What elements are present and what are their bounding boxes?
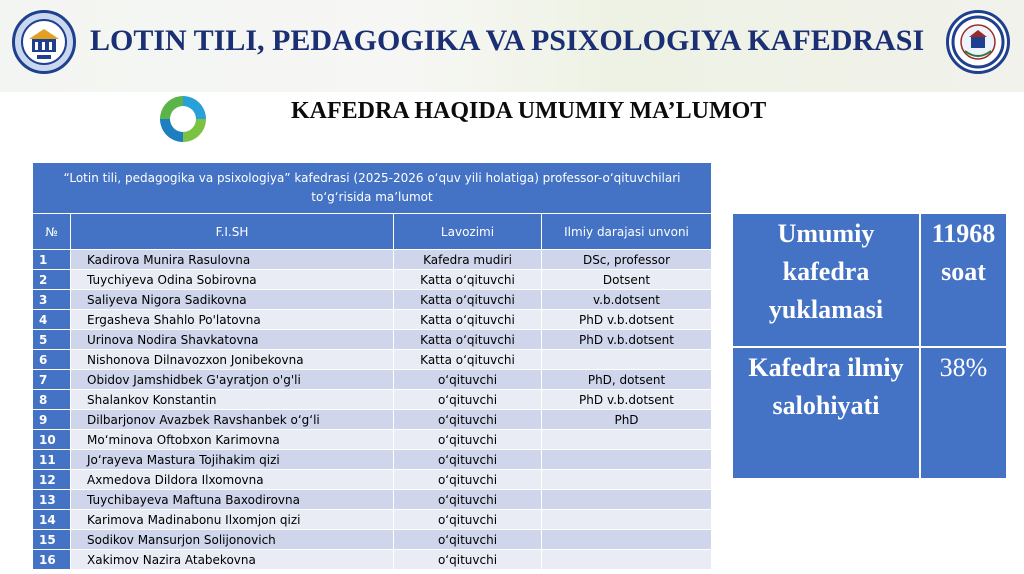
row-number: 13 xyxy=(33,490,71,510)
university-emblem-icon xyxy=(12,10,76,74)
row-name: Obidov Jamshidbek G'ayratjon o'g'li xyxy=(71,370,394,390)
table-row xyxy=(33,450,712,470)
column-header-position: Lavozimi xyxy=(394,214,542,250)
table-row xyxy=(33,410,712,430)
row-degree xyxy=(542,530,712,550)
row-degree: PhD, dotsent xyxy=(542,370,712,390)
row-number: 4 xyxy=(33,310,71,330)
institute-seal-icon xyxy=(946,10,1010,74)
page-title: LOTIN TILI, PEDAGOGIKA VA PSIXOLOGIYA KAFEDRASI xyxy=(90,24,925,57)
row-degree: v.b.dotsent xyxy=(542,290,712,310)
staff-table xyxy=(32,162,712,570)
row-position: oʻqituvchi xyxy=(394,470,542,490)
row-position: Katta oʻqituvchi xyxy=(394,330,542,350)
row-degree: PhD xyxy=(542,410,712,430)
row-number: 10 xyxy=(33,430,71,450)
row-degree xyxy=(542,510,712,530)
row-degree xyxy=(542,550,712,570)
row-name: Axmedova Dildora Ilxomovna xyxy=(71,470,394,490)
row-number: 9 xyxy=(33,410,71,430)
row-position: oʻqituvchi xyxy=(394,550,542,570)
cycle-arrows-icon xyxy=(156,92,210,146)
scientific-potential-value: 38% xyxy=(920,347,1007,479)
table-caption: “Lotin tili, pedagogika va psixologiya” kafedrasi (2025-2026 oʻquv yili holatiga) professor-oʻqituvchilari toʻgʻrisida maʼlumot xyxy=(33,163,712,214)
row-position: oʻqituvchi xyxy=(394,510,542,530)
row-number: 6 xyxy=(33,350,71,370)
column-header-name: F.I.SH xyxy=(71,214,394,250)
row-degree: PhD v.b.dotsent xyxy=(542,390,712,410)
row-number: 2 xyxy=(33,270,71,290)
row-degree: PhD v.b.dotsent xyxy=(542,330,712,350)
row-number: 15 xyxy=(33,530,71,550)
row-number: 12 xyxy=(33,470,71,490)
table-row xyxy=(33,370,712,390)
row-degree xyxy=(542,430,712,450)
row-position: Katta oʻqituvchi xyxy=(394,270,542,290)
row-name: Tuychiyeva Odina Sobirovna xyxy=(71,270,394,290)
row-name: Moʻminova Oftobxon Karimovna xyxy=(71,430,394,450)
table-row xyxy=(33,270,712,290)
table-header-row xyxy=(33,214,712,250)
row-number: 3 xyxy=(33,290,71,310)
row-name: Joʻrayeva Mastura Tojihakim qizi xyxy=(71,450,394,470)
row-name: Ergasheva Shahlo Po'latovna xyxy=(71,310,394,330)
table-row xyxy=(33,390,712,410)
table-row xyxy=(33,330,712,350)
scientific-potential-label: Kafedra ilmiy salohiyati xyxy=(732,347,920,479)
row-position: Katta oʻqituvchi xyxy=(394,350,542,370)
row-position: oʻqituvchi xyxy=(394,430,542,450)
row-degree: DSc, professor xyxy=(542,250,712,270)
row-position: oʻqituvchi xyxy=(394,390,542,410)
row-degree xyxy=(542,350,712,370)
table-row xyxy=(33,550,712,570)
row-position: Katta oʻqituvchi xyxy=(394,310,542,330)
row-name: Karimova Madinabonu Ilxomjon qizi xyxy=(71,510,394,530)
column-header-number: № xyxy=(33,214,71,250)
column-header-degree: Ilmiy darajasi unvoni xyxy=(542,214,712,250)
row-number: 16 xyxy=(33,550,71,570)
table-row xyxy=(33,350,712,370)
table-row xyxy=(33,290,712,310)
row-degree: Dotsent xyxy=(542,270,712,290)
row-number: 8 xyxy=(33,390,71,410)
table-row xyxy=(33,490,712,510)
row-name: Dilbarjonov Avazbek Ravshanbek oʻgʻli xyxy=(71,410,394,430)
row-degree xyxy=(542,450,712,470)
row-name: Saliyeva Nigora Sadikovna xyxy=(71,290,394,310)
section-subtitle: KAFEDRA HAQIDA UMUMIY MA’LUMOT xyxy=(291,98,767,124)
row-position: Kafedra mudiri xyxy=(394,250,542,270)
row-position: oʻqituvchi xyxy=(394,490,542,510)
row-position: Katta oʻqituvchi xyxy=(394,290,542,310)
table-row xyxy=(33,530,712,550)
row-name: Nishonova Dilnavozxon Jonibekovna xyxy=(71,350,394,370)
summary-table xyxy=(731,212,1008,480)
row-position: oʻqituvchi xyxy=(394,530,542,550)
row-name: Sodikov Mansurjon Solijonovich xyxy=(71,530,394,550)
row-number: 1 xyxy=(33,250,71,270)
row-number: 11 xyxy=(33,450,71,470)
row-position: oʻqituvchi xyxy=(394,410,542,430)
row-name: Xakimov Nazira Atabekovna xyxy=(71,550,394,570)
total-load-label: Umumiy kafedra yuklamasi xyxy=(732,213,920,347)
row-name: Tuychibayeva Maftuna Baxodirovna xyxy=(71,490,394,510)
table-row xyxy=(33,510,712,530)
table-row xyxy=(33,470,712,490)
row-position: oʻqituvchi xyxy=(394,370,542,390)
row-name: Kadirova Munira Rasulovna xyxy=(71,250,394,270)
row-number: 7 xyxy=(33,370,71,390)
row-position: oʻqituvchi xyxy=(394,450,542,470)
total-load-value: 11968 soat xyxy=(920,213,1007,347)
table-row xyxy=(33,250,712,270)
row-degree: PhD v.b.dotsent xyxy=(542,310,712,330)
table-row xyxy=(33,430,712,450)
row-name: Urinova Nodira Shavkatovna xyxy=(71,330,394,350)
table-row xyxy=(33,310,712,330)
row-number: 5 xyxy=(33,330,71,350)
row-degree xyxy=(542,490,712,510)
row-name: Shalankov Konstantin xyxy=(71,390,394,410)
row-number: 14 xyxy=(33,510,71,530)
row-degree xyxy=(542,470,712,490)
